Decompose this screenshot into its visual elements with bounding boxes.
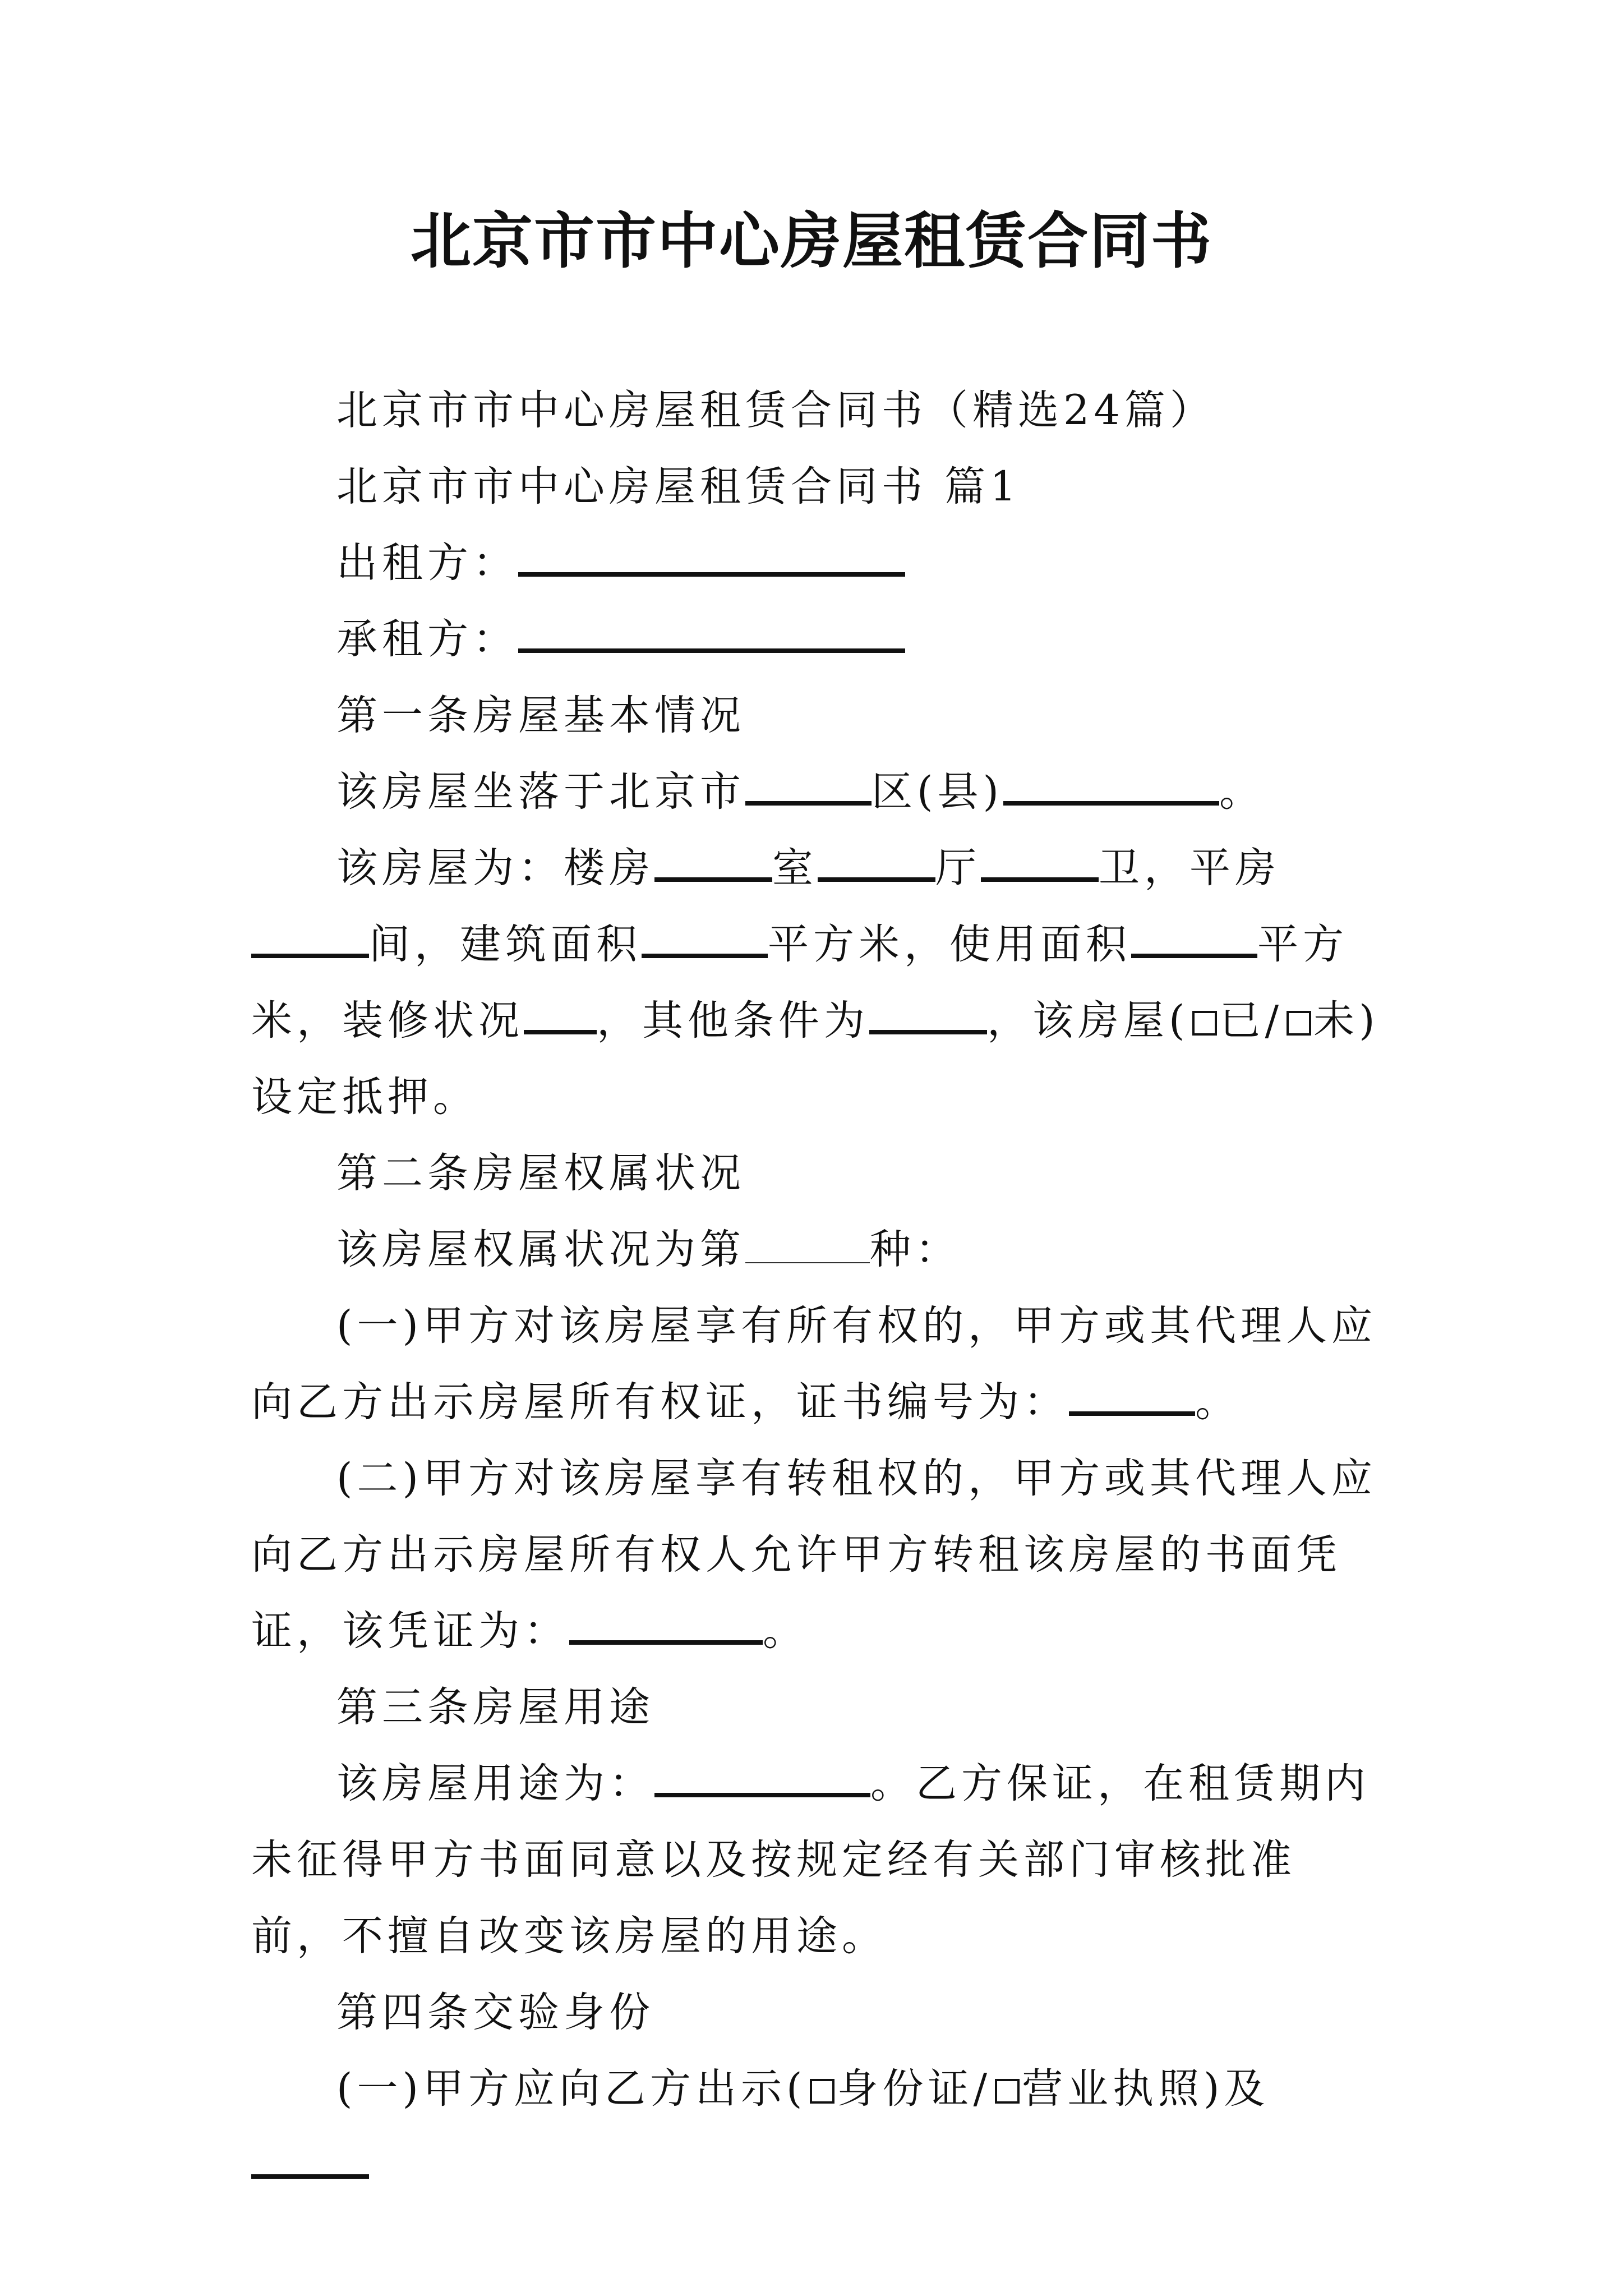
clause-2-end: 。 <box>763 1607 808 1655</box>
bath-label: 卫，平房 <box>1099 844 1280 892</box>
not-mortgaged-label: 未)设定抵押。 <box>251 997 1380 1121</box>
district-label: 区(县) <box>872 768 1003 816</box>
part-heading: 北京市市中心房屋租赁合同书 篇1 <box>336 463 1021 510</box>
ownership-text: 该房屋权属状况为第 <box>336 1226 745 1273</box>
business-license-label: 营业执照)及 <box>1022 2065 1270 2113</box>
document-body <box>251 372 1382 2203</box>
mortgage-label: ，该房屋( <box>987 997 1189 1045</box>
building-label: 该房屋为：楼房 <box>336 844 654 892</box>
lessor-blank[interactable] <box>518 539 905 577</box>
ownership-suffix: 种： <box>870 1226 961 1273</box>
checkbox-id-card[interactable] <box>810 2079 834 2104</box>
document-title: 北京市市中心房屋租赁合同书 <box>410 206 1212 277</box>
clause-1-end: 。 <box>1195 1378 1241 1426</box>
id-card-label: 身份证/ <box>837 2065 992 2113</box>
location-text: 该房屋坐落于北京市 <box>336 768 745 816</box>
certificate-number-blank[interactable] <box>1069 1378 1195 1416</box>
article-2-heading: 第二条房屋权属状况 <box>336 1149 745 1197</box>
usage-text: 。乙方保证，在租赁期内未征得甲方书面同意以及按规定经有关部门审核批准前，不擅自改变该房屋的用途。 <box>251 1760 1370 1960</box>
period: 。 <box>1219 768 1265 816</box>
lessor-line <box>251 525 1382 601</box>
article-4-heading: 第四条交验身份 <box>336 1989 654 2036</box>
checkbox-mortgaged[interactable] <box>1192 1011 1217 1036</box>
district-blank[interactable] <box>745 767 872 806</box>
house-details-paragraph <box>251 830 1382 1135</box>
collection-heading: 北京市市中心房屋租赁合同书（精选24篇） <box>336 386 1215 434</box>
decoration-blank[interactable] <box>524 996 597 1034</box>
voucher-blank[interactable] <box>569 1607 763 1645</box>
floor-area-label: 间，建筑面积 <box>369 921 642 968</box>
lessor-label: 出租方： <box>336 539 518 587</box>
usable-area-blank[interactable] <box>1131 920 1257 958</box>
ownership-type-blank[interactable] <box>745 1230 870 1263</box>
bungalow-rooms-blank[interactable] <box>251 920 369 958</box>
rooms-blank[interactable] <box>654 844 772 882</box>
identity-blank[interactable] <box>251 2141 369 2179</box>
decoration-label: 平方米，装修状况 <box>251 921 1348 1045</box>
usage-blank[interactable] <box>654 1759 870 1797</box>
lessee-blank[interactable] <box>518 615 905 653</box>
ownership-line <box>251 1212 1382 1288</box>
floor-area-blank[interactable] <box>642 920 768 958</box>
usable-area-label: 平方米，使用面积 <box>768 921 1131 968</box>
usage-paragraph <box>251 1746 1382 1975</box>
identity-text: (一)甲方应向乙方出示( <box>336 2065 807 2113</box>
checkbox-business-license[interactable] <box>995 2079 1020 2104</box>
ownership-clause-1 <box>251 1288 1382 1441</box>
article-1-heading: 第一条房屋基本情况 <box>336 692 745 739</box>
ownership-clause-2 <box>251 1441 1382 1669</box>
address-blank[interactable] <box>1003 767 1219 806</box>
clause-2-text: (二)甲方对该房屋享有转租权的，甲方或其代理人应向乙方出示房屋所有权人允许甲方转租该房屋的书面凭证，该凭证为： <box>251 1455 1377 1655</box>
location-line <box>251 754 1382 830</box>
other-conditions-label: ，其他条件为 <box>597 997 869 1045</box>
baths-blank[interactable] <box>981 844 1099 882</box>
article-3-heading: 第三条房屋用途 <box>336 1683 654 1731</box>
mortgaged-label: 已/ <box>1219 997 1284 1045</box>
lessee-line <box>251 601 1382 678</box>
other-conditions-blank[interactable] <box>869 996 987 1034</box>
room-label: 室 <box>772 844 818 892</box>
lessee-label: 承租方： <box>336 615 518 663</box>
identity-line <box>251 2051 1382 2203</box>
checkbox-not-mortgaged[interactable] <box>1287 1011 1311 1036</box>
hall-label: 厅 <box>935 844 981 892</box>
clause-1-text: (一)甲方对该房屋享有所有权的，甲方或其代理人应向乙方出示房屋所有权证，证书编号为： <box>251 1302 1377 1426</box>
halls-blank[interactable] <box>818 844 935 882</box>
usage-label: 该房屋用途为： <box>336 1760 654 1807</box>
